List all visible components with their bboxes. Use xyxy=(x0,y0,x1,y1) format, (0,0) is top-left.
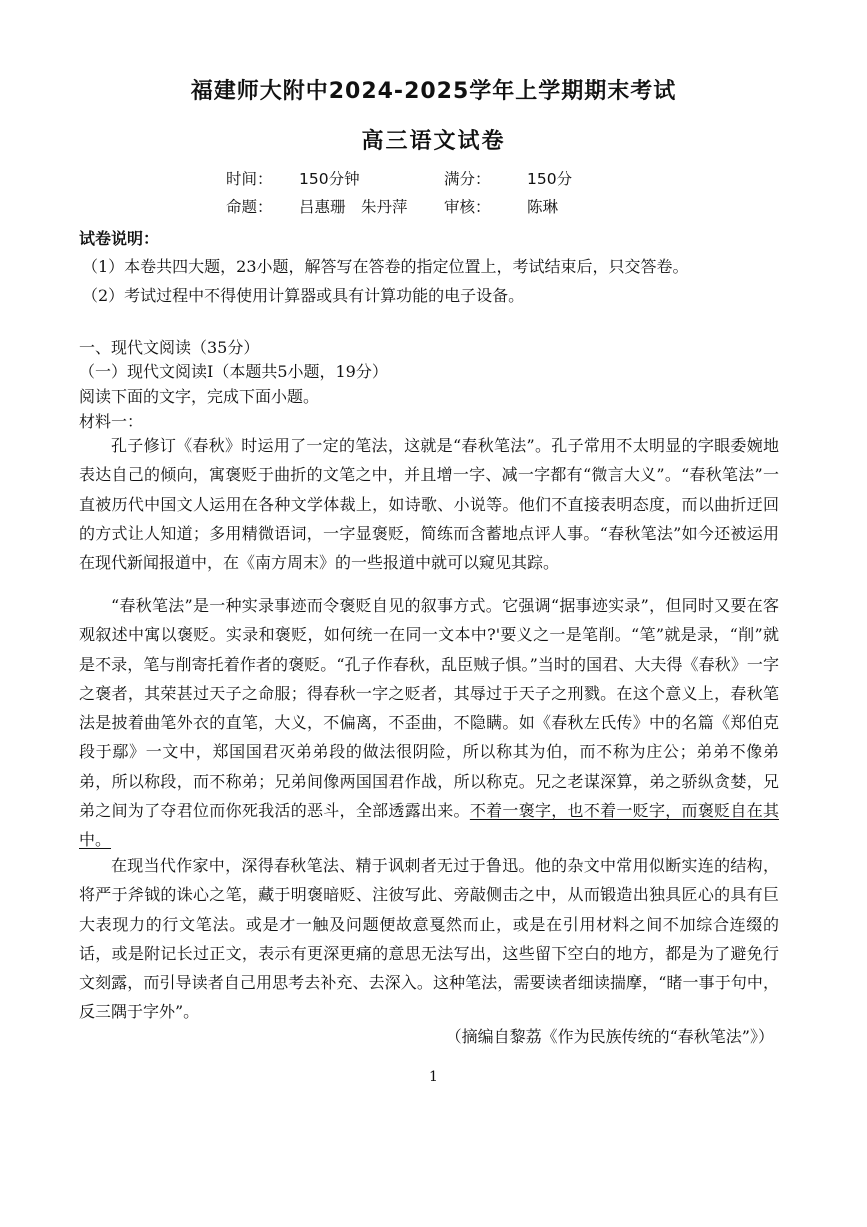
material-paragraph-3: 在现当代作家中，深得春秋笔法、精于讽刺者无过于鲁迅。他的杂文中常用似断实连的结构，将严于斧钺的诛心之笔，藏于明褒暗贬、注彼写此、旁敲侧击之中，从而锻造出独具匠心的具有巨大表现力的行文笔法。或是才一触及问题便故意戛然而止，或是在引用材料之间不加综合连缀的话，或是附记长过正文，表示有更深更痛的意思无法写出，这些留下空白的地方，都是为了避免行文刻露，而引导读者自己用思考去补充、去深入。这种笔法，需要读者细读揣摩，“睹一事于句中，反三隅于字外”。 xyxy=(79,856,779,1022)
author-value: 吕惠珊 朱丹萍 xyxy=(299,198,408,216)
material-paragraph-2 xyxy=(79,591,779,855)
exam-title: 福建师大附中2024-2025学年上学期期末考试 xyxy=(190,79,677,104)
underlined-key-sentence: 不着一褒字，也不着一贬字，而褒贬自在其中。 xyxy=(79,801,779,850)
exam-subtitle: 高三语文试卷 xyxy=(361,129,506,154)
instructions-heading: 试卷说明： xyxy=(79,229,160,248)
time-value: 150分钟 xyxy=(299,170,360,188)
section-sub-heading: （一）现代文阅读Ⅰ（本题共5小题，19分） xyxy=(79,362,388,381)
section-heading: 一、现代文阅读（35分） xyxy=(79,338,260,357)
instruction-item-2: （2）考试过程中不得使用计算器或具有计算功能的电子设备。 xyxy=(82,286,525,305)
source-citation: （摘编自黎荔《作为民族传统的“春秋笔法”》） xyxy=(445,1027,774,1046)
paragraph-2-text: “春秋笔法”是一种实录事迹而令褒贬自见的叙事方式。它强调“据事迹实录”，但同时又要在客观叙述中寓以褒贬。实录和褒贬，如何统一在同一文本中?'要义之一是笔削。“笔”就是录，“削”就是不录，笔与削寄托着作者的褒贬。“孔子作春秋，乱臣贼子惧。”当时的国君、大夫得《春秋》一字之褒者，其荣甚过天子之命服；得春秋一字之贬者，其辱过于天子之刑戮。在这个意义上，春秋笔法是披着曲笔外衣的直笔，大义，不偏离，不歪曲，不隐瞒。如《春秋左氏传》中的名篇《郑伯克段于鄢》一文中，郑国国君灭弟弟段的做法很阴险，所以称其为伯，而不称为庄公；弟弟不像弟弟，所以称段，而不称弟；兄弟间像两国国君作战，所以称克。兄之老谋深算，弟之骄纵贪婪，兄弟之间为了夺君位而你死我活的恶斗，全部透露出来。 xyxy=(79,596,779,821)
material-label: 材料一： xyxy=(79,412,144,431)
author-label: 命题： xyxy=(226,198,273,216)
reading-prompt: 阅读下面的文字，完成下面小题。 xyxy=(79,387,320,406)
material-paragraph-1: 孔子修订《春秋》时运用了一定的笔法，这就是“春秋笔法”。孔子常用不太明显的字眼委婉地表达自己的倾向，寓褒贬于曲折的文笔之中，并且增一字、减一字都有“微言大义”。“春秋笔法”一直被历代中国文人运用在各种文学体裁上，如诗歌、小说等。他们不直接表明态度，而以曲折迂回的方式让人知道；多用精微语词，一字显褒贬，简练而含蓄地点评人事。“春秋笔法”如今还被运用在现代新闻报道中，在《南方周末》的一些报道中就可以窥见其踪。 xyxy=(79,436,779,573)
page-number: 1 xyxy=(429,1069,438,1085)
reviewer-value: 陈琳 xyxy=(527,198,559,216)
score-label: 满分： xyxy=(444,170,491,188)
instruction-item-1: （1）本卷共四大题，23小题，解答写在答卷的指定位置上，考试结束后，只交答卷。 xyxy=(82,257,689,276)
score-value: 150分 xyxy=(527,170,573,188)
reviewer-label: 审核： xyxy=(444,198,491,216)
time-label: 时间： xyxy=(226,170,273,188)
